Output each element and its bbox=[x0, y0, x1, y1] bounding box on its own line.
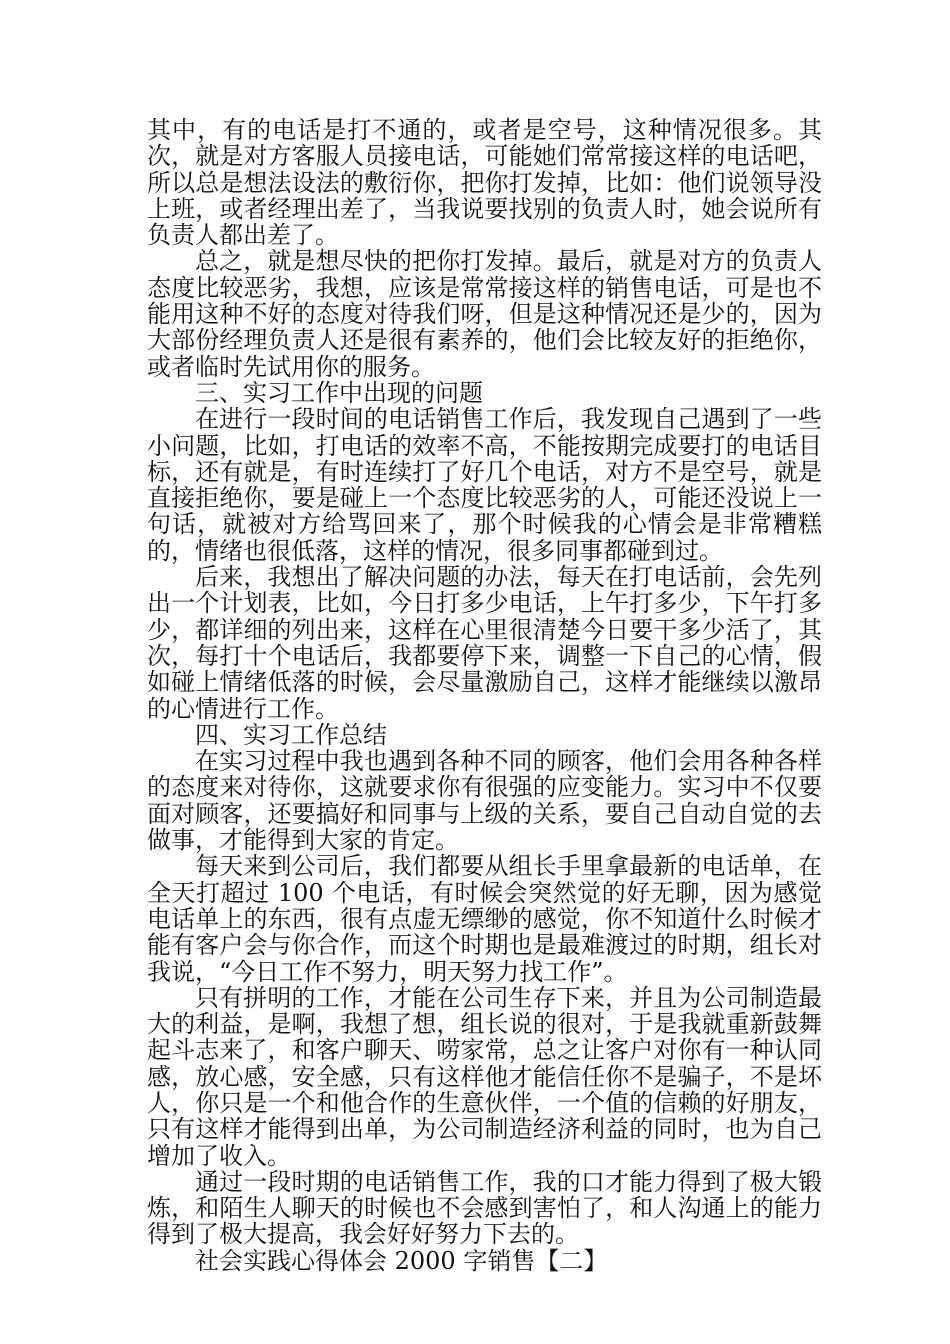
paragraph-5: 在实习过程中我也遇到各种不同的顾客，他们会用各种各样的态度来对待你，这就要求你有很强的应变能力。实习中不仅要面对顾客，还要搞好和同事与上级的关系，要自己自动自觉的去做事，才能得到大家的肯定。 bbox=[147, 747, 822, 855]
paragraph-3: 在进行一段时间的电话销售工作后，我发现自己遇到了一些小问题，比如，打电话的效率不高，不能按期完成要打的电话目标，还有就是，有时连续打了好几个电话，对方不是空号，就是直接拒绝你，要是碰上一个态度比较恶劣的人，可能还没说上一句话，就被对方给骂回来了，那个时候我的心情会是非常糟糕的，情绪也很低落，这样的情况，很多同事都碰到过。 bbox=[147, 405, 822, 565]
section-heading-3: 三、实习工作中出现的问题 bbox=[195, 378, 483, 407]
paragraph-2: 总之，就是想尽快的把你打发掉。最后，就是对方的负责人态度比较恶劣，我想，应该是常常接这样的销售电话，可是也不能用这种不好的态度对待我们呀，但是这种情况还是少的，因为大部份经理负责人还是很有素养的，他们会比较友好的拒绝你，或者临时先试用你的服务。 bbox=[147, 247, 822, 381]
paragraph-7: 只有拼明的工作，才能在公司生存下来，并且为公司制造最大的利益，是啊，我想了想，组长说的很对，于是我就重新鼓舞起斗志来了，和客户聊天、唠家常，总之让客户对你有一种认同感，放心感，安全感，只有这样他才能信任你不是骗子，不是坏人，你只是一个和他合作的生意伙伴，一个值的信赖的好朋友，只有这样才能得到出单，为公司制造经济利益的同时，也为自己增加了收入。 bbox=[147, 983, 822, 1170]
paragraph-1: 其中，有的电话是打不通的，或者是空号，这种情况很多。其次，就是对方客服人员接电话，可能她们常常接这样的电话吧，所以总是想法设法的敷衍你，把你打发掉，比如：他们说领导没上班，或者经理出差了，当我说要找别的负责人时，她会说所有负责人都出差了。 bbox=[147, 116, 822, 250]
paragraph-6: 每天来到公司后，我们都要从组长手里拿最新的电话单，在全天打超过 100 个电话，有时候会突然觉的好无聊，因为感觉电话单上的东西，很有点虚无缥缈的感觉，你不知道什么时候才能有客户会与你合作，而这个时期也是最难渡过的时期，组长对我说，“今日工作不努力，明天努力找工作”。 bbox=[147, 852, 822, 986]
document-body bbox=[147, 117, 822, 1274]
paragraph-8: 通过一段时期的电话销售工作，我的口才能力得到了极大锻炼，和陌生人聊天的时候也不会感到害怕了，和人沟通上的能力得到了极大提高，我会好好努力下去的。 bbox=[147, 1167, 822, 1249]
paragraph-4: 后来，我想出了解决问题的办法，每天在打电话前，会先列出一个计划表，比如，今日打多少电话，上午打多少，下午打多少，都详细的列出来，这样在心里很清楚今日要干多少活了，其次，每打十个电话后，我都要停下来，调整一下自己的心情，假如碰上情绪低落的时候，会尽量激励自己，这样才能继续以激昂的心情进行工作。 bbox=[147, 563, 822, 723]
section-heading-4: 四、实习工作总结 bbox=[195, 720, 387, 749]
next-article-title: 社会实践心得体会 2000 字销售【二】 bbox=[195, 1246, 608, 1275]
